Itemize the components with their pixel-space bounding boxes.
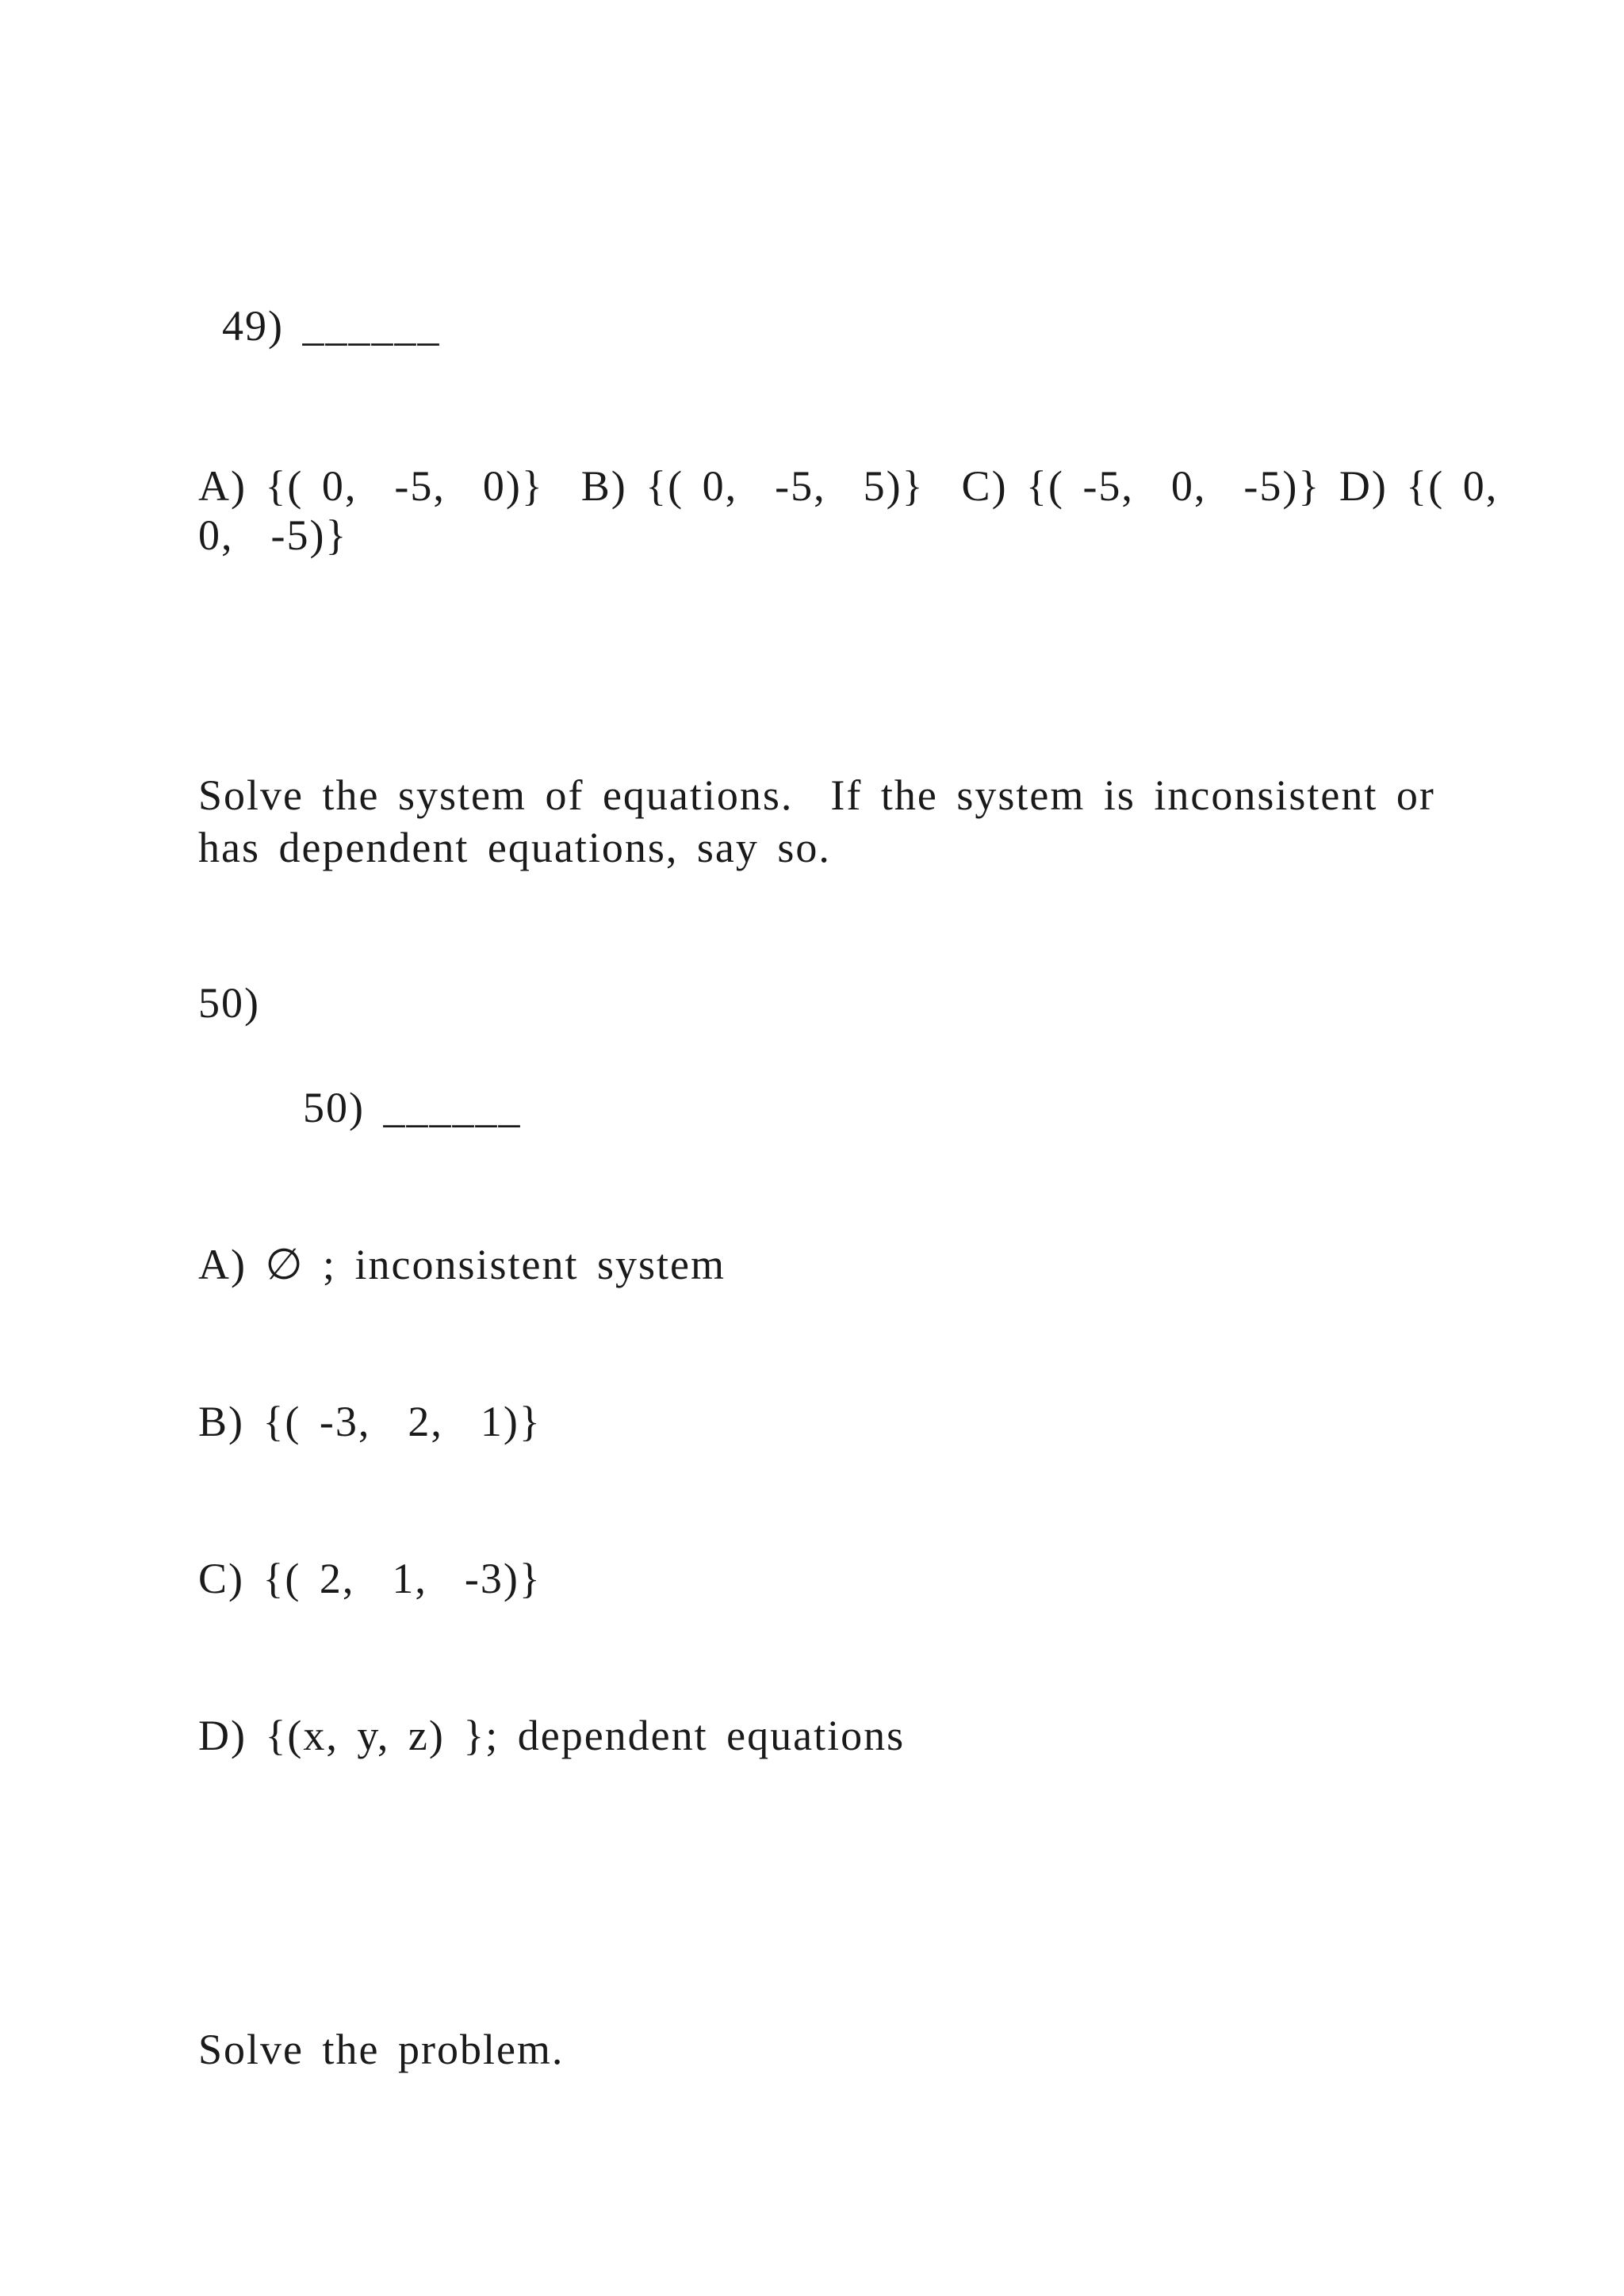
question-50-answer-line: 50) ______ <box>303 1084 522 1131</box>
question-50-option-b: B) {( -3, 2, 1)} <box>198 1398 542 1445</box>
instruction-line-1: Solve the system of equations. If the system is inconsistent or <box>198 771 1435 819</box>
question-49-answer-line: 49) ______ <box>222 302 441 350</box>
next-instruction: Solve the problem. <box>198 2026 565 2073</box>
instruction-line-2: has dependent equations, say so. <box>198 824 831 871</box>
question-50-option-d: D) {(x, y, z) }; dependent equations <box>198 1712 906 1759</box>
question-50-option-a: A) ∅ ; inconsistent system <box>198 1241 726 1288</box>
question-49-options-line-1: A) {( 0, -5, 0)} B) {( 0, -5, 5)} C) {( -5, 0, -5)} D) {( 0, <box>198 462 1499 510</box>
question-50-option-c: C) {( 2, 1, -3)} <box>198 1555 542 1602</box>
question-49-options-line-2: 0, -5)} <box>198 511 348 559</box>
question-50-label: 50) <box>198 979 260 1027</box>
